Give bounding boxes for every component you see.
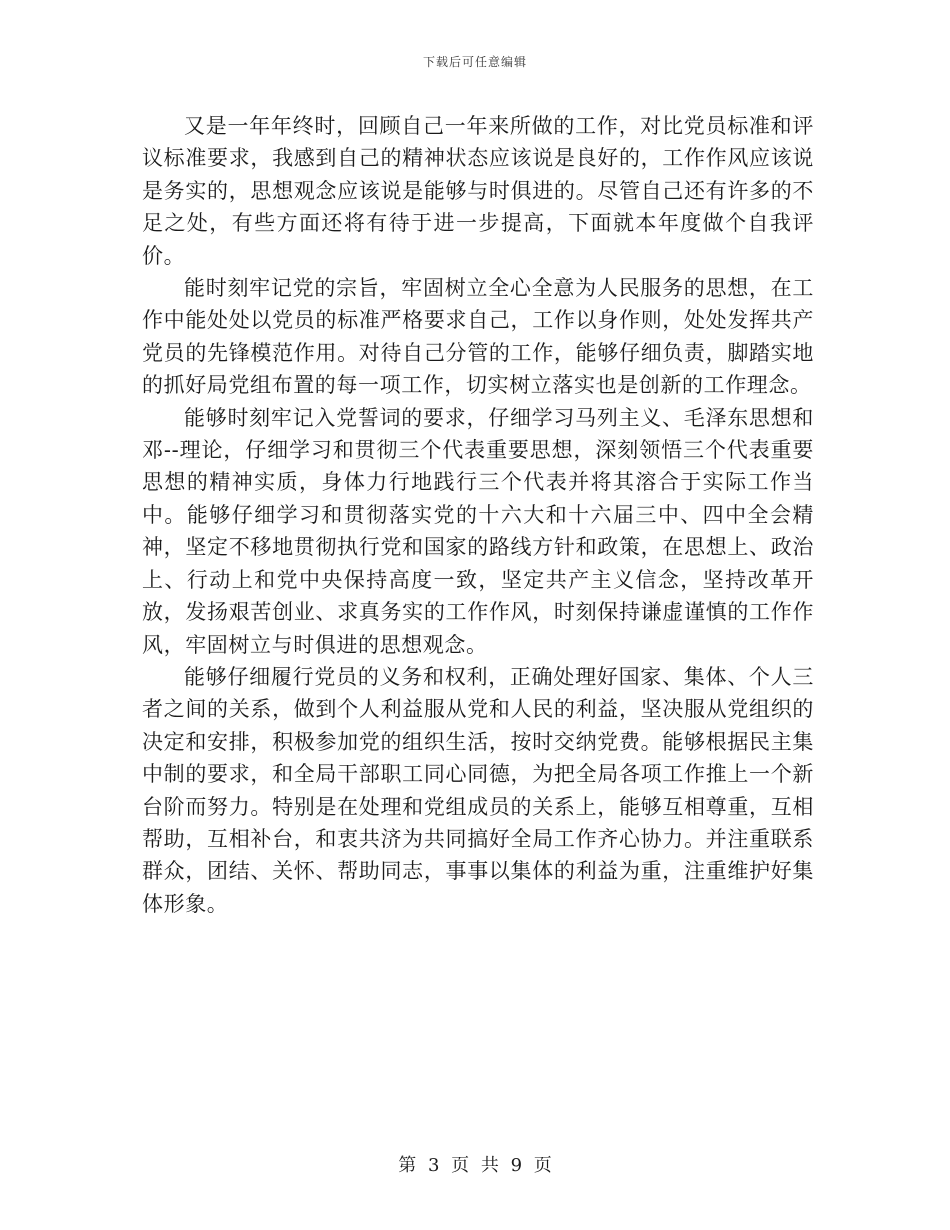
page-header: 下载后可任意编辑: [422, 55, 527, 69]
paragraph-3: 能够时刻牢记入党誓词的要求，仔细学习马列主义、毛泽东思想和邓--理论，仔细学习和贯彻三个代表重要思想，深刻领悟三个代表重要思想的精神实质，身体力行地践行三个代表并将其溶合于实际工作当中。能够仔细学习和贯彻落实党的十六大和十六届三中、四中全会精神，坚定不移地贯彻执行党和国家的路线方针和政策，在思想上、政治上、行动上和党中央保持高度一致，坚定共产主义信念，坚持改革开放，发扬艰苦创业、求真务实的工作作风，时刻保持谦虚谨慎的工作作风，牢固树立与时俱进的思想观念。: [142, 405, 814, 657]
document-body: [142, 110, 814, 920]
paragraph-4: 能够仔细履行党员的义务和权利，正确处理好国家、集体、个人三者之间的关系，做到个人利益服从党和人民的利益，坚决服从党组织的决定和安排，积极参加党的组织生活，按时交纳党费。能够根据民主集中制的要求，和全局干部职工同心同德，为把全局各项工作推上一个新台阶而努力。特别是在处理和党组成员的关系上，能够互相尊重，互相帮助，互相补台，和衷共济为共同搞好全局工作齐心协力。并注重联系群众，团结、关怀、帮助同志，事事以集体的利益为重，注重维护好集体形象。: [142, 664, 814, 916]
page-number-footer: 第 3 页 共 9 页: [398, 1155, 552, 1176]
paragraph-2: 能时刻牢记党的宗旨，牢固树立全心全意为人民服务的思想，在工作中能处处以党员的标准严格要求自己，工作以身作则，处处发挥共产党员的先锋模范作用。对待自己分管的工作，能够仔细负责，脚踏实地的抓好局党组布置的每一项工作，切实树立落实也是创新的工作理念。: [142, 276, 814, 398]
paragraph-1: 又是一年年终时，回顾自己一年来所做的工作，对比党员标准和评议标准要求，我感到自己的精神状态应该说是良好的，工作作风应该说是务实的，思想观念应该说是能够与时俱进的。尽管自己还有许多的不足之处，有些方面还将有待于进一步提高，下面就本年度做个自我评价。: [142, 114, 814, 268]
